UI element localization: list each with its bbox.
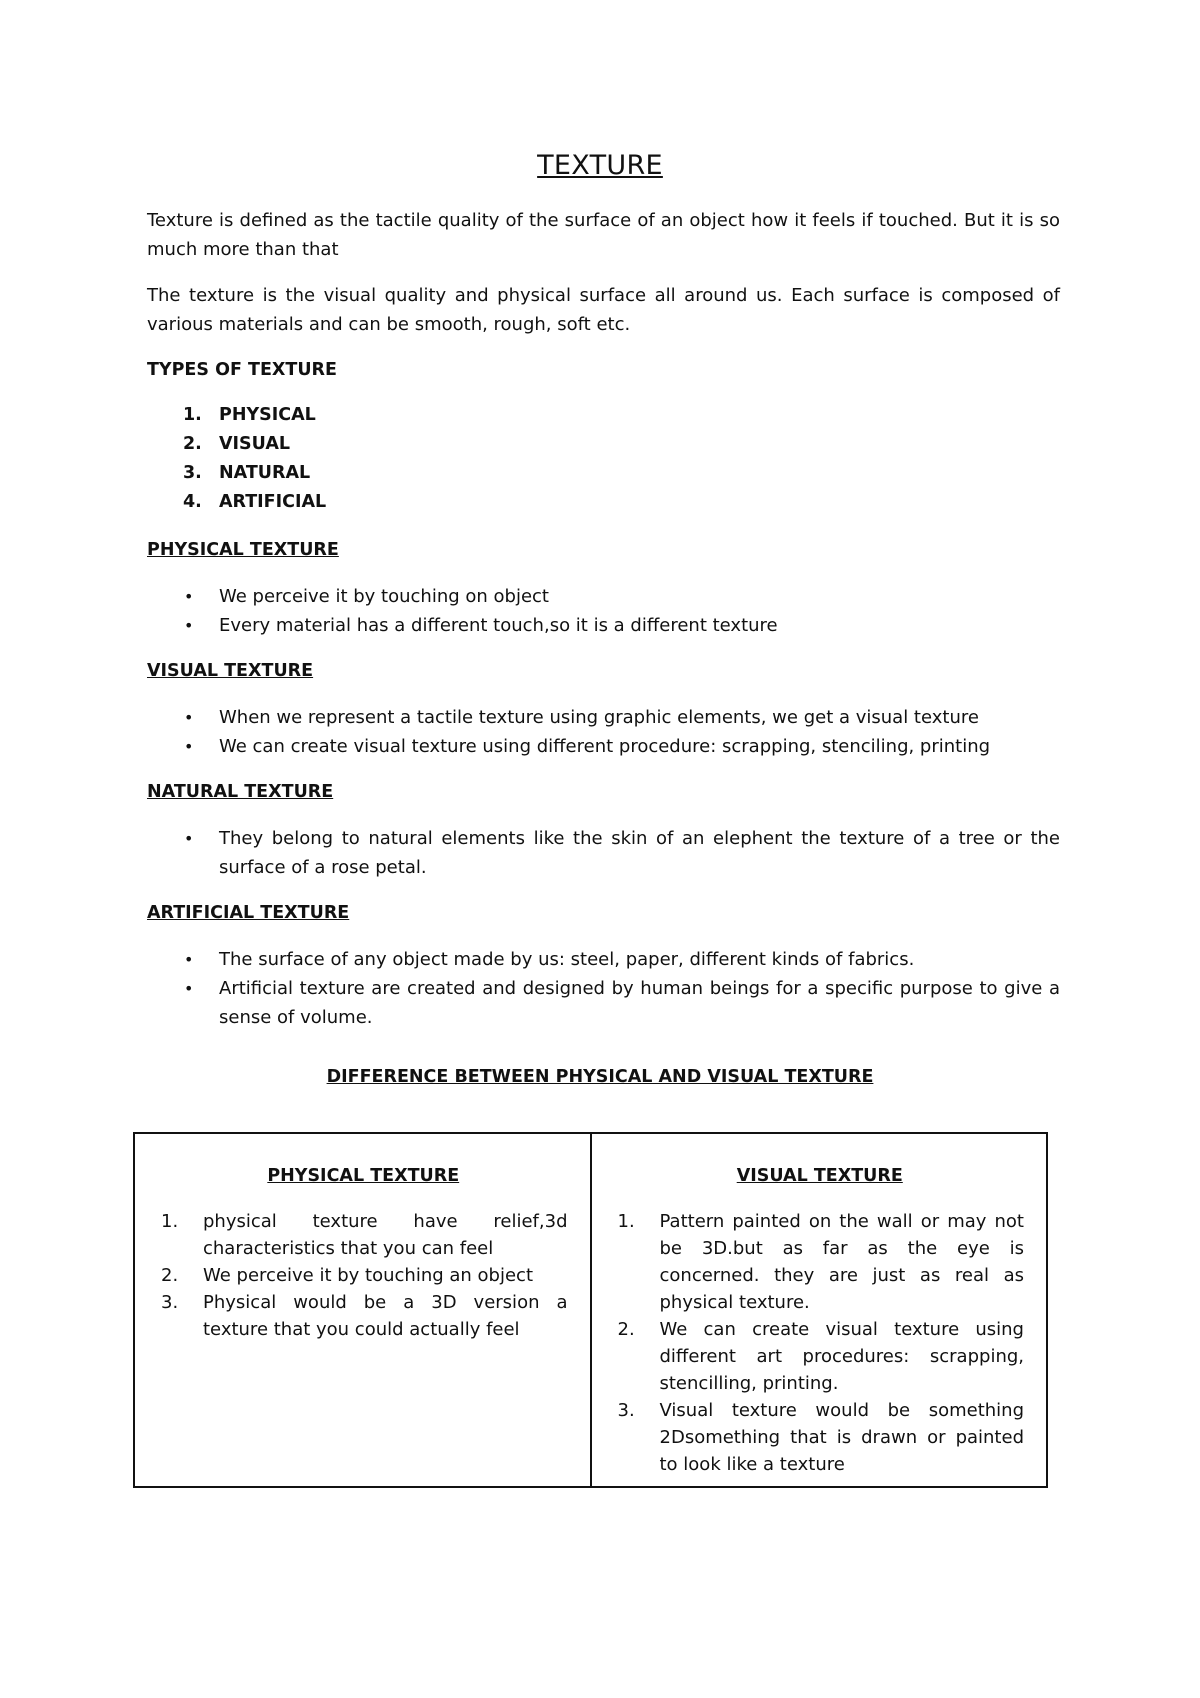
list-item — [161, 1208, 578, 1262]
bullet-icon: • — [184, 737, 194, 756]
intro-paragraph-2: The texture is the visual quality and physical surface all around us. Each surface is composed of various materials and can be smooth, rough, soft etc. — [147, 285, 1060, 335]
list-item-label: ARTIFICIAL — [219, 492, 327, 512]
natural-texture-heading: NATURAL TEXTURE — [147, 782, 334, 802]
visual-texture-bullets — [147, 703, 1060, 761]
list-item — [147, 703, 1060, 732]
list-item — [147, 582, 1060, 611]
list-item-label: VISUAL — [219, 434, 291, 454]
difference-heading: DIFFERENCE BETWEEN PHYSICAL AND VISUAL TEXTURE — [326, 1067, 874, 1087]
list-number: 1. — [183, 405, 202, 425]
list-number: 1. — [161, 1211, 179, 1232]
bullet-text: The surface of any object made by us: steel, paper, different kinds of fabrics. — [219, 949, 915, 970]
visual-texture-column — [590, 1134, 1047, 1486]
list-number: 2. — [183, 434, 202, 454]
physical-texture-column — [135, 1134, 590, 1486]
list-item-label: NATURAL — [219, 463, 311, 483]
artificial-texture-heading: ARTIFICIAL TEXTURE — [147, 903, 350, 923]
bullet-text: Artificial texture are created and designed by human beings for a specific purpose to give a sense of volume. — [219, 978, 1060, 1028]
list-number: 2. — [161, 1265, 179, 1286]
list-item — [618, 1208, 1035, 1316]
physical-texture-list — [161, 1208, 578, 1343]
visual-texture-heading: VISUAL TEXTURE — [147, 661, 314, 681]
column-heading: PHYSICAL TEXTURE — [267, 1166, 460, 1186]
list-item-text: Physical would be a 3D version a texture that you could actually feel — [203, 1292, 568, 1340]
list-item — [618, 1397, 1035, 1478]
list-item — [147, 732, 1060, 761]
comparison-table — [133, 1132, 1048, 1488]
list-item-text: Visual texture would be something 2Dsomething that is drawn or painted to look like a texture — [659, 1400, 1024, 1475]
bullet-icon: • — [184, 708, 194, 727]
bullet-text: Every material has a different touch,so it is a different texture — [219, 615, 778, 636]
list-number: 4. — [183, 492, 202, 512]
bullet-icon: • — [184, 587, 194, 606]
list-item — [147, 401, 1060, 430]
list-item-label: PHYSICAL — [219, 405, 316, 425]
bullet-icon: • — [184, 616, 194, 635]
bullet-icon: • — [184, 979, 194, 998]
natural-texture-bullets — [147, 824, 1060, 882]
list-number: 2. — [617, 1319, 635, 1340]
types-list — [147, 401, 1060, 517]
list-item — [147, 974, 1060, 1032]
page-title: TEXTURE — [537, 150, 663, 181]
bullet-icon: • — [184, 950, 194, 969]
column-heading: VISUAL TEXTURE — [736, 1166, 903, 1186]
list-item — [147, 945, 1060, 974]
list-item — [147, 430, 1060, 459]
bullet-text: They belong to natural elements like the skin of an elephent the texture of a tree or the surface of a rose petal. — [219, 828, 1060, 878]
bullet-text: When we represent a tactile texture using graphic elements, we get a visual texture — [219, 707, 979, 728]
physical-texture-heading: PHYSICAL TEXTURE — [147, 540, 339, 560]
list-item — [147, 824, 1060, 882]
list-item-text: Pattern painted on the wall or may not be 3D.but as far as the eye is concerned. they are just as real as physical texture. — [659, 1211, 1024, 1313]
bullet-icon: • — [184, 829, 194, 848]
bullet-text: We perceive it by touching on object — [219, 586, 549, 607]
list-number: 1. — [617, 1211, 635, 1232]
artificial-texture-bullets — [147, 945, 1060, 1032]
types-heading: TYPES OF TEXTURE — [147, 360, 337, 380]
list-item — [147, 459, 1060, 488]
list-number: 3. — [183, 463, 202, 483]
list-number: 3. — [161, 1292, 179, 1313]
list-item-text: We perceive it by touching an object — [203, 1265, 534, 1286]
list-item — [161, 1289, 578, 1343]
list-item-text: We can create visual texture using different art procedures: scrapping, stencilling, printing. — [659, 1319, 1024, 1394]
list-item — [147, 488, 1060, 517]
list-item — [618, 1316, 1035, 1397]
visual-texture-list — [618, 1208, 1035, 1478]
bullet-text: We can create visual texture using different procedure: scrapping, stenciling, printing — [219, 736, 991, 757]
list-number: 3. — [617, 1400, 635, 1421]
list-item-text: physical texture have relief,3d characteristics that you can feel — [203, 1211, 568, 1259]
list-item — [161, 1262, 578, 1289]
physical-texture-bullets — [147, 582, 1060, 640]
list-item — [147, 611, 1060, 640]
intro-paragraph-1: Texture is defined as the tactile quality of the surface of an object how it feels if touched. But it is so much more than that — [147, 210, 1060, 260]
